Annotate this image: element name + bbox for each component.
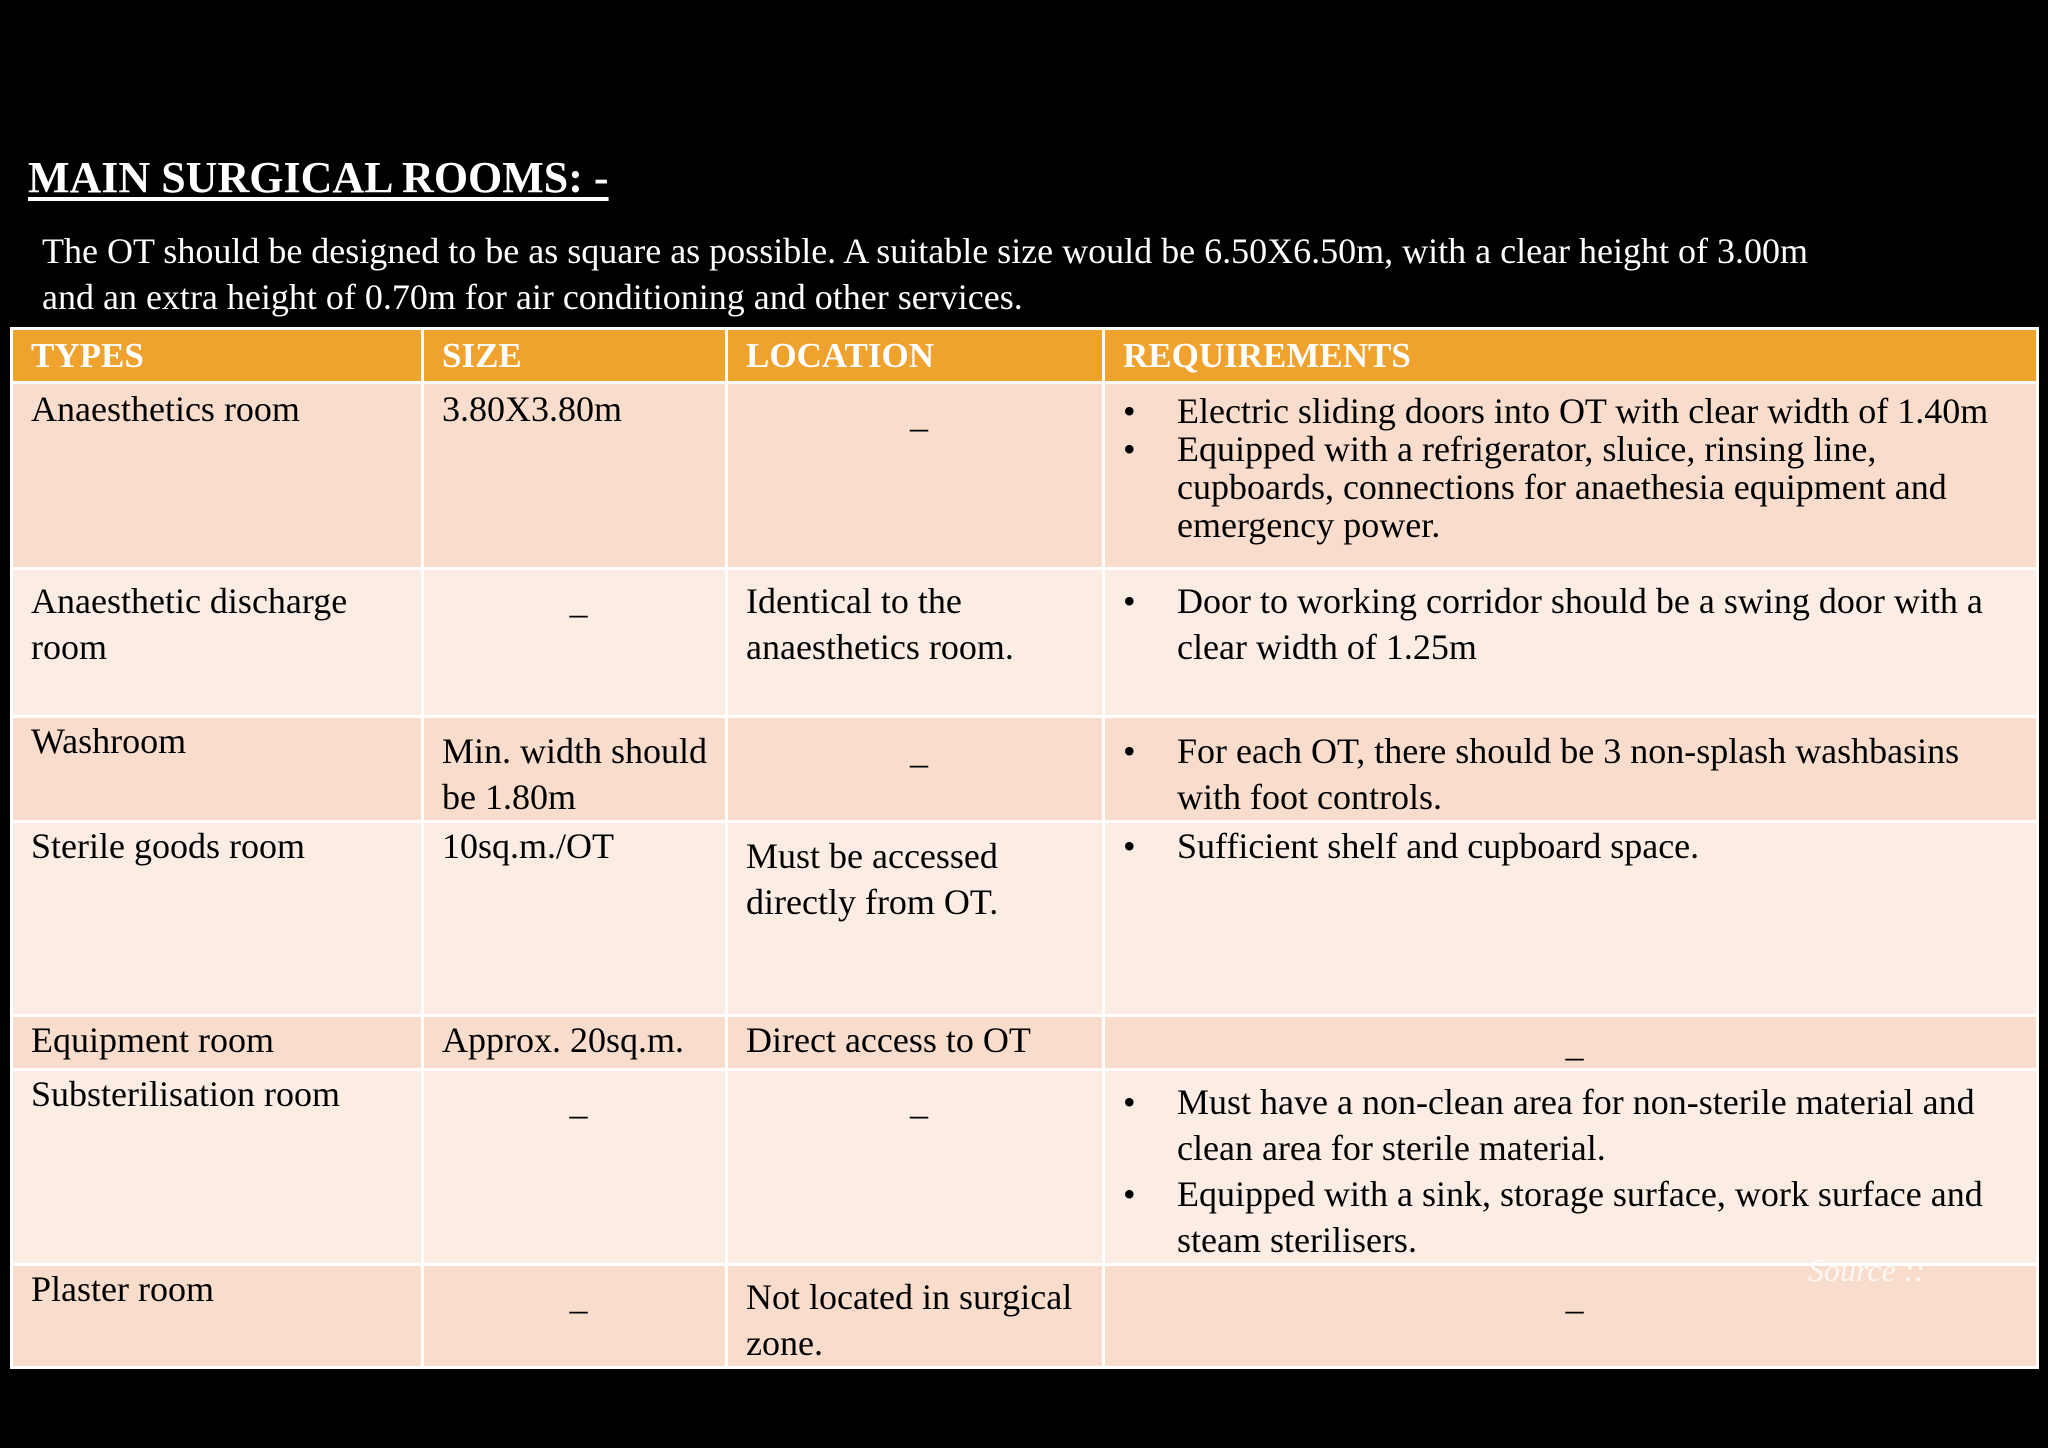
- list-item: • Must have a non-clean area for non-sterile material and clean area for sterile material.: [1123, 1079, 2026, 1171]
- cell-size: _: [423, 569, 727, 717]
- cell-location: Not located in surgical zone.: [727, 1265, 1104, 1368]
- table-header-row: [12, 329, 2038, 383]
- cell-type: Sterile goods room: [12, 822, 423, 1016]
- cell-requirements: [1104, 569, 2038, 717]
- requirements-list: [1123, 392, 2026, 544]
- table-row: [12, 383, 2038, 569]
- list-item: • Door to working corridor should be a swing door with a clear width of 1.25m: [1123, 578, 2026, 670]
- cell-size: Min. width should be 1.80m: [423, 717, 727, 822]
- table-row: [12, 1265, 2038, 1368]
- table-row: [12, 717, 2038, 822]
- source-label: Source ::: [1808, 1252, 1925, 1288]
- header-requirements: REQUIREMENTS: [1104, 329, 2038, 383]
- cell-requirements: [1104, 717, 2038, 822]
- cell-type: Equipment room: [12, 1016, 423, 1070]
- cell-type: Substerilisation room: [12, 1070, 423, 1265]
- requirements-list: [1123, 728, 2026, 820]
- cell-location: _: [727, 717, 1104, 822]
- cell-size: 3.80X3.80m: [423, 383, 727, 569]
- list-item: • Electric sliding doors into OT with clear width of 1.40m: [1123, 392, 2026, 430]
- list-item: • Equipped with a sink, storage surface, work surface and steam sterilisers.: [1123, 1171, 2026, 1263]
- cell-location: Identical to the anaesthetics room.: [727, 569, 1104, 717]
- cell-requirements: [1104, 383, 2038, 569]
- cell-type: Washroom: [12, 717, 423, 822]
- table-row: [12, 822, 2038, 1016]
- list-item: • Sufficient shelf and cupboard space.: [1123, 823, 2026, 869]
- page-title: MAIN SURGICAL ROOMS: -: [28, 153, 609, 202]
- intro-paragraph: [42, 228, 2002, 320]
- requirements-list: [1123, 823, 2026, 869]
- cell-size: _: [423, 1070, 727, 1265]
- header-types: TYPES: [12, 329, 423, 383]
- cell-type: Anaesthetic discharge room: [12, 569, 423, 717]
- intro-line-1: The OT should be designed to be as square as possible. A suitable size would be 6.50X6.50m, with a clear height of 3.00m: [42, 231, 1809, 271]
- cell-type: Anaesthetics room: [12, 383, 423, 569]
- list-item: • Equipped with a refrigerator, sluice, rinsing line, cupboards, connections for anaethesia equipment and emergency power.: [1123, 430, 2026, 544]
- requirements-list: [1123, 1079, 2026, 1263]
- cell-requirements: _: [1104, 1265, 2038, 1368]
- surgical-rooms-table: [10, 327, 2039, 1369]
- cell-location: _: [727, 1070, 1104, 1265]
- cell-requirements: _: [1104, 1016, 2038, 1070]
- cell-requirements: [1104, 822, 2038, 1016]
- cell-size: Approx. 20sq.m.: [423, 1016, 727, 1070]
- intro-line-2: and an extra height of 0.70m for air conditioning and other services.: [42, 277, 1023, 317]
- cell-location: Direct access to OT: [727, 1016, 1104, 1070]
- table-row: [12, 1070, 2038, 1265]
- cell-location: _: [727, 383, 1104, 569]
- requirements-list: [1123, 578, 2026, 670]
- cell-size: _: [423, 1265, 727, 1368]
- header-size: SIZE: [423, 329, 727, 383]
- table-row: [12, 1016, 2038, 1070]
- cell-requirements: [1104, 1070, 2038, 1265]
- cell-type: Plaster room: [12, 1265, 423, 1368]
- cell-size: 10sq.m./OT: [423, 822, 727, 1016]
- table-row: [12, 569, 2038, 717]
- cell-location: Must be accessed directly from OT.: [727, 822, 1104, 1016]
- header-location: LOCATION: [727, 329, 1104, 383]
- list-item: • For each OT, there should be 3 non-splash washbasins with foot controls.: [1123, 728, 2026, 820]
